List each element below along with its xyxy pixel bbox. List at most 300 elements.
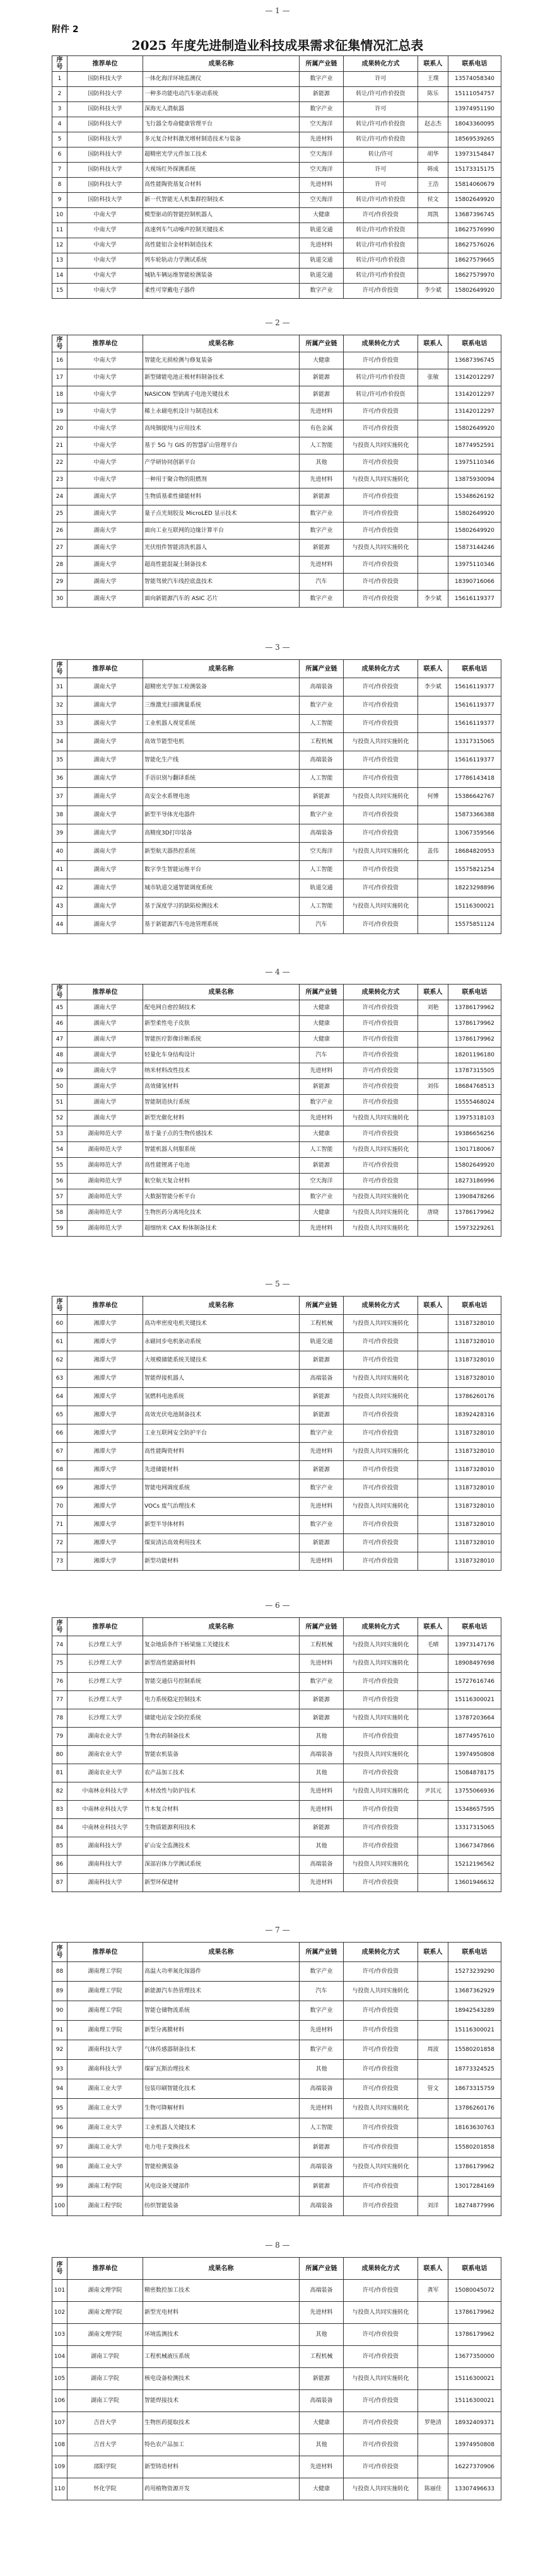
table-cell: 城市轨道交通智能调度系统 bbox=[143, 879, 300, 898]
table-cell: 湘潭大学 bbox=[67, 1479, 143, 1498]
table-cell: 高端装备 bbox=[300, 2280, 344, 2302]
table-cell bbox=[418, 1728, 448, 1746]
table-cell: 数字产业 bbox=[300, 1424, 344, 1443]
table-cell: 高端装备 bbox=[300, 2197, 344, 2216]
table-cell: 人工智能 bbox=[300, 770, 344, 788]
column-header: 联系人 bbox=[418, 1618, 448, 1636]
table-cell: 湖南农业大学 bbox=[67, 1764, 143, 1782]
table-cell: 13142012297 bbox=[448, 369, 501, 386]
table-cell: 30 bbox=[52, 591, 67, 608]
table-cell: 13974951190 bbox=[448, 102, 501, 117]
table-cell: 高端装备 bbox=[300, 1370, 344, 1388]
table-cell: 中南大学 bbox=[67, 238, 143, 253]
table-cell: 与投资人共同实施转化 bbox=[344, 437, 418, 454]
table-cell: 中南大学 bbox=[67, 253, 143, 269]
table-cell: 胡华 bbox=[418, 147, 448, 163]
table-cell: 量子点光刻胶及 MicroLED 显示技术 bbox=[143, 505, 300, 523]
table-cell: 生物医药分离纯化技术 bbox=[143, 1205, 300, 1221]
table-cell: 许可/作价投资 bbox=[344, 770, 418, 788]
table-cell: 湖南大学 bbox=[67, 574, 143, 591]
table-cell: 空天海洋 bbox=[300, 843, 344, 861]
table-cell: 83 bbox=[52, 1801, 67, 1819]
table-cell: 超高性能混凝土制备技术 bbox=[143, 557, 300, 574]
table-cell: 80 bbox=[52, 1746, 67, 1764]
table-cell: 智能驾驶汽车线控底盘技术 bbox=[143, 574, 300, 591]
table-header-row bbox=[52, 2258, 501, 2280]
table-cell: 轨道交通 bbox=[300, 253, 344, 269]
table-cell: 19386656256 bbox=[448, 1126, 501, 1142]
table-cell: 13786260176 bbox=[448, 2099, 501, 2118]
table-cell: 稀土永磁电机设计与制造技术 bbox=[143, 403, 300, 420]
table-cell: 先进材料 bbox=[300, 1111, 344, 1126]
table-row bbox=[52, 369, 501, 386]
table-cell: 65 bbox=[52, 1406, 67, 1424]
table-cell: 与投资人共同实施转化 bbox=[344, 1709, 418, 1728]
table-cell: 尹其元 bbox=[418, 1782, 448, 1801]
table-cell: 工业机器人视觉系统 bbox=[143, 715, 300, 733]
table-cell: 许可/作价投资 bbox=[344, 208, 418, 223]
table-row bbox=[52, 163, 501, 178]
table-cell: 15116300021 bbox=[448, 2368, 501, 2390]
table-cell: 数字产业 bbox=[300, 806, 344, 824]
table-cell: 许可/作价投资 bbox=[344, 2456, 418, 2478]
table-cell: 湖南工业大学 bbox=[67, 2118, 143, 2138]
table-cell: 13187328010 bbox=[448, 1498, 501, 1516]
table-cell: 转让/许可/作价投资 bbox=[344, 132, 418, 147]
table-cell: 其他 bbox=[300, 454, 344, 471]
table-cell: 国防科技大学 bbox=[67, 102, 143, 117]
table-cell: 许可/作价投资 bbox=[344, 1424, 418, 1443]
table-cell: 基于新能源汽车电池管理系统 bbox=[143, 916, 300, 934]
table-row bbox=[52, 147, 501, 163]
table-cell: 18223298896 bbox=[448, 879, 501, 898]
table-cell: 许可/作价投资 bbox=[344, 1063, 418, 1079]
table-cell: 数字产业 bbox=[300, 696, 344, 715]
table-cell: 与投资人共同实施转化 bbox=[344, 1315, 418, 1333]
table-cell: 转让/许可/作价投资 bbox=[344, 223, 418, 238]
table-row bbox=[52, 1406, 501, 1424]
table-cell: 包装印刷智能化技术 bbox=[143, 2079, 300, 2099]
table-cell: 中南大学 bbox=[67, 352, 143, 369]
table-cell bbox=[418, 770, 448, 788]
table-cell: 与投资人共同实施转化 bbox=[344, 1205, 418, 1221]
table-cell bbox=[418, 1673, 448, 1691]
table-cell: 13786179962 bbox=[448, 1032, 501, 1048]
table-cell bbox=[418, 1552, 448, 1571]
table-cell: 李少斌 bbox=[418, 284, 448, 299]
table-cell: 新能源 bbox=[300, 1709, 344, 1728]
table-cell bbox=[418, 1982, 448, 2001]
table-cell: 中南大学 bbox=[67, 369, 143, 386]
table-cell: 与投资人共同实施转化 bbox=[344, 2157, 418, 2177]
table-row bbox=[52, 1032, 501, 1048]
table-cell: 数字产业 bbox=[300, 1962, 344, 1982]
table-cell: 湖南师范大学 bbox=[67, 1221, 143, 1237]
table-cell: 7 bbox=[52, 163, 67, 178]
table-cell: 中南林业科技大学 bbox=[67, 1782, 143, 1801]
table-cell: 许可 bbox=[344, 163, 418, 178]
table-cell: 15 bbox=[52, 284, 67, 299]
table-cell: 新型光电材料 bbox=[143, 2302, 300, 2324]
table-cell: 高端装备 bbox=[300, 1856, 344, 1874]
table-cell: 轨道交通 bbox=[300, 269, 344, 284]
table-cell: 94 bbox=[52, 2079, 67, 2099]
table-cell: 新能源 bbox=[300, 369, 344, 386]
table-cell: 管文 bbox=[418, 2079, 448, 2099]
table-row bbox=[52, 678, 501, 696]
table-row bbox=[52, 1709, 501, 1728]
column-header: 成果转化方式 bbox=[344, 1618, 418, 1636]
table-cell: 国防科技大学 bbox=[67, 132, 143, 147]
table-cell: 湖南科技大学 bbox=[67, 2040, 143, 2060]
table-cell: 智能焊接机器人 bbox=[143, 1370, 300, 1388]
table-cell: 18201196180 bbox=[448, 1048, 501, 1063]
table-cell: 新型半导体光电器件 bbox=[143, 806, 300, 824]
table-cell: 与投资人共同实施转化 bbox=[344, 1221, 418, 1237]
table-cell bbox=[418, 2346, 448, 2368]
table-cell bbox=[418, 523, 448, 540]
table-header-row bbox=[52, 335, 501, 352]
page-number: — 1 — bbox=[265, 6, 290, 15]
table-cell: 13187328010 bbox=[448, 1534, 501, 1552]
table-row bbox=[52, 1655, 501, 1673]
table-cell: 许可/作价投资 bbox=[344, 678, 418, 696]
table-cell: 许可/作价投资 bbox=[344, 1764, 418, 1782]
table-cell: 18392428316 bbox=[448, 1406, 501, 1424]
table-cell: 50 bbox=[52, 1079, 67, 1095]
table-cell: 长沙理工大学 bbox=[67, 1673, 143, 1691]
table-cell: 湖南大学 bbox=[67, 1079, 143, 1095]
table-cell bbox=[418, 1516, 448, 1534]
table-cell: 许可/作价投资 bbox=[344, 2040, 418, 2060]
table-cell: 10 bbox=[52, 208, 67, 223]
table-cell: 13601946632 bbox=[448, 1874, 501, 1892]
table-cell: 18 bbox=[52, 386, 67, 403]
table-cell: 43 bbox=[52, 898, 67, 916]
table-cell: 13908478266 bbox=[448, 1189, 501, 1205]
table-cell: 98 bbox=[52, 2157, 67, 2177]
table-row bbox=[52, 72, 501, 87]
table-cell: 与投资人共同实施转化 bbox=[344, 1636, 418, 1655]
table-cell: 许可/作价投资 bbox=[344, 2021, 418, 2040]
table-cell: 湘潭大学 bbox=[67, 1406, 143, 1424]
table-row bbox=[52, 2177, 501, 2197]
table-row bbox=[52, 437, 501, 454]
table-cell: 龚军 bbox=[418, 2280, 448, 2302]
table-cell: 18774952591 bbox=[448, 437, 501, 454]
table-cell bbox=[418, 1424, 448, 1443]
table-cell bbox=[418, 2302, 448, 2324]
table-cell: 中南大学 bbox=[67, 269, 143, 284]
table-cell bbox=[418, 1443, 448, 1461]
table-cell: 湘潭大学 bbox=[67, 1370, 143, 1388]
table-cell bbox=[418, 1691, 448, 1709]
table-cell: 湖南大学 bbox=[67, 733, 143, 751]
table-cell: 吉首大学 bbox=[67, 2434, 143, 2456]
table-row bbox=[52, 1636, 501, 1655]
column-header: 联系电话 bbox=[448, 985, 501, 1000]
table-cell: 26 bbox=[52, 523, 67, 540]
table-cell: 数字产业 bbox=[300, 505, 344, 523]
table-cell: 数字产业 bbox=[300, 102, 344, 117]
table-cell: 长沙理工大学 bbox=[67, 1691, 143, 1709]
table-cell: 84 bbox=[52, 1819, 67, 1837]
table-cell: 湖南大学 bbox=[67, 488, 143, 505]
table-cell: 13786179962 bbox=[448, 1205, 501, 1221]
column-header: 联系电话 bbox=[448, 335, 501, 352]
table-cell: 15616119377 bbox=[448, 678, 501, 696]
table-cell: 汽车 bbox=[300, 1048, 344, 1063]
table-row bbox=[52, 898, 501, 916]
table-cell: 许可/作价投资 bbox=[344, 352, 418, 369]
table-cell: 湖南大学 bbox=[67, 1111, 143, 1126]
table-cell: 张敏 bbox=[418, 369, 448, 386]
table-cell: 18627579665 bbox=[448, 253, 501, 269]
table-cell: 13687362929 bbox=[448, 1982, 501, 2001]
table-cell: 人工智能 bbox=[300, 898, 344, 916]
table-cell: 周波 bbox=[418, 2040, 448, 2060]
table-cell: 数字产业 bbox=[300, 1673, 344, 1691]
table-cell: 柔性可穿戴电子器件 bbox=[143, 284, 300, 299]
table-cell: 何博 bbox=[418, 788, 448, 806]
table-cell: 102 bbox=[52, 2302, 67, 2324]
column-header: 推荐单位 bbox=[67, 335, 143, 352]
table-row bbox=[52, 788, 501, 806]
column-header: 所属产业链 bbox=[300, 1943, 344, 1962]
table-cell: 先进材料 bbox=[300, 1498, 344, 1516]
table-cell: 湖南科技大学 bbox=[67, 2060, 143, 2079]
column-header: 联系电话 bbox=[448, 2258, 501, 2280]
column-header: 联系人 bbox=[418, 56, 448, 72]
table-cell: 90 bbox=[52, 2001, 67, 2021]
table-cell: 湖南工业大学 bbox=[67, 2138, 143, 2157]
table-cell: 大视场红外探测系统 bbox=[143, 163, 300, 178]
table-cell: 产学研协同创新平台 bbox=[143, 454, 300, 471]
table-cell: 13187328010 bbox=[448, 1424, 501, 1443]
table-cell: 18774957610 bbox=[448, 1728, 501, 1746]
table-cell: 数字产业 bbox=[300, 591, 344, 608]
table-cell: 气体传感器制备技术 bbox=[143, 2040, 300, 2060]
table-row bbox=[52, 1095, 501, 1111]
table-cell: 15973229261 bbox=[448, 1221, 501, 1237]
column-header: 成果转化方式 bbox=[344, 1943, 418, 1962]
table-row bbox=[52, 1063, 501, 1079]
table-cell bbox=[418, 2001, 448, 2021]
table-cell: 光伏组件智能清洗机器人 bbox=[143, 540, 300, 557]
table-row bbox=[52, 2324, 501, 2346]
table-cell: 新一代智能无人机集群控制技术 bbox=[143, 193, 300, 208]
table-row bbox=[52, 420, 501, 437]
table-cell: 71 bbox=[52, 1516, 67, 1534]
table-cell: 湘潭大学 bbox=[67, 1534, 143, 1552]
table-cell: 湖南大学 bbox=[67, 1095, 143, 1111]
table-cell: 湖南大学 bbox=[67, 824, 143, 843]
table-cell: 湖南工学院 bbox=[67, 2368, 143, 2390]
table-cell: 工业互联网安全防护平台 bbox=[143, 1424, 300, 1443]
table-cell: 70 bbox=[52, 1498, 67, 1516]
table-cell: 模型驱动的智能控制机器人 bbox=[143, 208, 300, 223]
table-cell: 氢燃料电池系统 bbox=[143, 1388, 300, 1406]
table-cell: 王璞 bbox=[418, 72, 448, 87]
table-cell: 智能化无损检测与修复装备 bbox=[143, 352, 300, 369]
table-cell: 53 bbox=[52, 1126, 67, 1142]
table-cell: 许可/作价投资 bbox=[344, 1673, 418, 1691]
table-cell: 许可 bbox=[344, 72, 418, 87]
table-cell: 数字产业 bbox=[300, 2040, 344, 2060]
table-cell: 15386642767 bbox=[448, 788, 501, 806]
table-cell bbox=[418, 733, 448, 751]
table-cell bbox=[418, 2324, 448, 2346]
table-row bbox=[52, 2040, 501, 2060]
table-cell: 湖南师范大学 bbox=[67, 1189, 143, 1205]
table-cell: 许可/作价投资 bbox=[344, 1406, 418, 1424]
table-cell: 与投资人共同实施转化 bbox=[344, 2099, 418, 2118]
table-cell: 先进材料 bbox=[300, 178, 344, 193]
table-cell: 15802649920 bbox=[448, 505, 501, 523]
table-cell: 先进材料 bbox=[300, 1801, 344, 1819]
table-cell: 许可/作价投资 bbox=[344, 1032, 418, 1048]
table-row bbox=[52, 1874, 501, 1892]
table-cell: 61 bbox=[52, 1333, 67, 1351]
table-cell: 空天海洋 bbox=[300, 147, 344, 163]
table-cell: 许可/作价投资 bbox=[344, 1079, 418, 1095]
table-cell: 许可/作价投资 bbox=[344, 1048, 418, 1063]
table-row bbox=[52, 1801, 501, 1819]
table-cell bbox=[418, 2177, 448, 2197]
table-row bbox=[52, 1221, 501, 1237]
table-cell: 与投资人共同实施转化 bbox=[344, 1370, 418, 1388]
table-cell: 转让/许可/作价投资 bbox=[344, 253, 418, 269]
table-cell: 47 bbox=[52, 1032, 67, 1048]
table-cell: 长沙理工大学 bbox=[67, 1636, 143, 1655]
table-cell: 54 bbox=[52, 1142, 67, 1158]
table-row bbox=[52, 87, 501, 102]
table-cell: 湘潭大学 bbox=[67, 1424, 143, 1443]
table-cell: 超精密光学加工检测装备 bbox=[143, 678, 300, 696]
table-cell: 许可/作价投资 bbox=[344, 505, 418, 523]
results-table bbox=[52, 2257, 501, 2500]
page-number: — 4 — bbox=[265, 967, 290, 976]
table-cell: 许可/作价投资 bbox=[344, 1691, 418, 1709]
table-row bbox=[52, 117, 501, 132]
page-number: — 3 — bbox=[265, 643, 290, 652]
table-cell: 92 bbox=[52, 2040, 67, 2060]
page-number: — 5 — bbox=[265, 1279, 290, 1288]
table-cell: 13142012297 bbox=[448, 386, 501, 403]
table-cell: 纳米材料改性技术 bbox=[143, 1063, 300, 1079]
column-header: 联系电话 bbox=[448, 56, 501, 72]
table-cell bbox=[418, 879, 448, 898]
table-row bbox=[52, 1461, 501, 1479]
table-row bbox=[52, 471, 501, 488]
column-header: 联系电话 bbox=[448, 1618, 501, 1636]
table-cell: 39 bbox=[52, 824, 67, 843]
table-cell: 13187328010 bbox=[448, 1461, 501, 1479]
table-cell: 17786143418 bbox=[448, 770, 501, 788]
table-cell: 13187328010 bbox=[448, 1315, 501, 1333]
table-row bbox=[52, 2478, 501, 2500]
table-row bbox=[52, 1837, 501, 1856]
table-cell: 与投资人共同实施转化 bbox=[344, 843, 418, 861]
table-cell: 许可/作价投资 bbox=[344, 1534, 418, 1552]
table-cell: 湖南理工学院 bbox=[67, 2001, 143, 2021]
table-row bbox=[52, 1673, 501, 1691]
table-cell: 13677350000 bbox=[448, 2346, 501, 2368]
table-row bbox=[52, 1691, 501, 1709]
table-cell: 湖南师范大学 bbox=[67, 1205, 143, 1221]
table-row bbox=[52, 238, 501, 253]
table-cell: 78 bbox=[52, 1709, 67, 1728]
table-row bbox=[52, 806, 501, 824]
column-header: 所属产业链 bbox=[300, 1618, 344, 1636]
table-cell: 17 bbox=[52, 369, 67, 386]
table-row bbox=[52, 2118, 501, 2138]
table-cell bbox=[418, 403, 448, 420]
table-cell: 许可/作价投资 bbox=[344, 1479, 418, 1498]
table-cell: 有色金属 bbox=[300, 420, 344, 437]
table-cell: 51 bbox=[52, 1095, 67, 1111]
column-header: 联系人 bbox=[418, 660, 448, 678]
table-cell: 110 bbox=[52, 2478, 67, 2500]
table-cell: 许可/作价投资 bbox=[344, 806, 418, 824]
table-cell: 轨道交通 bbox=[300, 223, 344, 238]
table-row bbox=[52, 2099, 501, 2118]
column-header: 成果转化方式 bbox=[344, 1297, 418, 1315]
column-header: 推荐单位 bbox=[67, 660, 143, 678]
table-cell: 23 bbox=[52, 471, 67, 488]
table-row bbox=[52, 1142, 501, 1158]
table-row bbox=[52, 1174, 501, 1189]
table-cell: 储能电站安全防控系统 bbox=[143, 1709, 300, 1728]
table-cell: 12 bbox=[52, 238, 67, 253]
column-header: 成果转化方式 bbox=[344, 2258, 418, 2280]
table-row bbox=[52, 1315, 501, 1333]
table-cell bbox=[418, 1315, 448, 1333]
table-cell: 大数据智能分析平台 bbox=[143, 1189, 300, 1205]
table-cell: 智能农机装备 bbox=[143, 1746, 300, 1764]
table-row bbox=[52, 1516, 501, 1534]
table-row bbox=[52, 715, 501, 733]
table-cell bbox=[418, 102, 448, 117]
table-cell: 许可/作价投资 bbox=[344, 2060, 418, 2079]
table-cell: 矿山安全监测技术 bbox=[143, 1837, 300, 1856]
table-cell: 先进储能材料 bbox=[143, 1461, 300, 1479]
table-cell: 许可/作价投资 bbox=[344, 751, 418, 770]
table-cell bbox=[418, 1095, 448, 1111]
table-cell: 高效节能型电机 bbox=[143, 733, 300, 751]
table-cell bbox=[418, 1498, 448, 1516]
column-header: 推荐单位 bbox=[67, 1297, 143, 1315]
table-cell: 韩成 bbox=[418, 163, 448, 178]
table-cell: 104 bbox=[52, 2346, 67, 2368]
table-cell: 许可/作价投资 bbox=[344, 696, 418, 715]
table-row bbox=[52, 591, 501, 608]
table-cell: 其他 bbox=[300, 2324, 344, 2346]
column-header: 联系人 bbox=[418, 985, 448, 1000]
table-cell: 轻量化车身结构设计 bbox=[143, 1048, 300, 1063]
table-cell bbox=[418, 2060, 448, 2079]
table-cell: 大健康 bbox=[300, 1016, 344, 1032]
table-row bbox=[52, 2456, 501, 2478]
table-cell: 68 bbox=[52, 1461, 67, 1479]
table-cell: 大健康 bbox=[300, 1000, 344, 1016]
table-cell: 人工智能 bbox=[300, 715, 344, 733]
table-cell: 15814060679 bbox=[448, 178, 501, 193]
table-cell bbox=[418, 861, 448, 879]
table-cell: 许可/作价投资 bbox=[344, 2079, 418, 2099]
table-cell: 76 bbox=[52, 1673, 67, 1691]
table-cell: 先进材料 bbox=[300, 1063, 344, 1079]
